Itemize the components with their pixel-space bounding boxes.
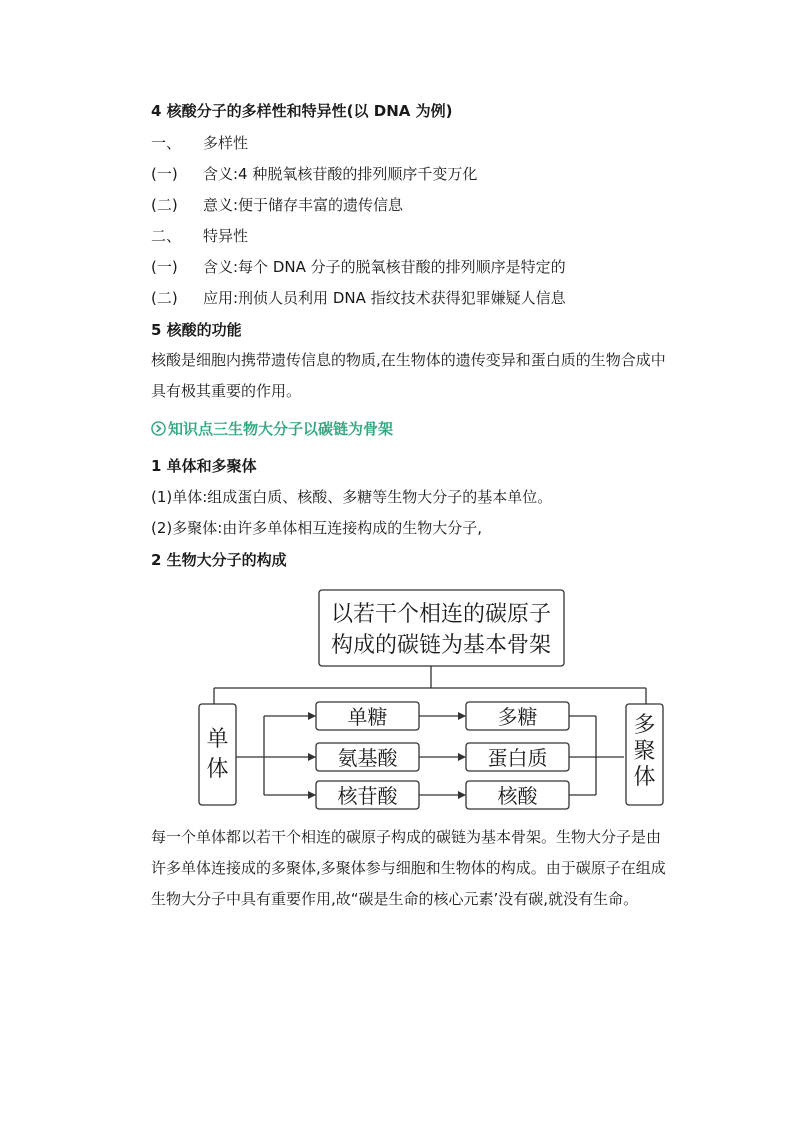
closing-paragraph-text: 每一个单体都以若干个相连的碳原子构成的碳链为基本骨架。生物大分子是由许多单体连接成的多聚体,多聚体参与细胞和生物体的构成。由于碳原子在组成生物大分子中具有重要作用,故“碳是生命的核心元素’没有碳,就没有生命。 bbox=[151, 828, 666, 908]
specificity-title: 特异性 bbox=[203, 227, 249, 245]
diversity-item-2 bbox=[151, 195, 403, 215]
section-5-body: 核酸是细胞内携带遗传信息的物质,在生物体的遗传变异和蛋白质的生物合成中具有极其重要的作用。 bbox=[151, 351, 666, 400]
diversity-item-1-text: 含义:4 种脱氧核苷酸的排列顺序千变万化 bbox=[203, 165, 478, 183]
diversity-item-1-number: (一) bbox=[151, 165, 178, 183]
polymer-label-2: 聚 bbox=[633, 739, 656, 764]
specificity-item-2-number: (二) bbox=[151, 289, 178, 307]
polymer-label-3: 体 bbox=[633, 765, 656, 790]
backbone-line-1: 以若干个相连的碳原子 bbox=[330, 602, 552, 627]
diagram-connectors bbox=[214, 666, 646, 795]
section-2-heading: 2 生物大分子的构成 bbox=[151, 551, 287, 569]
specificity-item-2-text: 应用:刑侦人员利用 DNA 指纹技术获得犯罪嫌疑人信息 bbox=[203, 289, 566, 307]
polysaccharide-label: 多糖 bbox=[497, 705, 538, 729]
specificity-heading bbox=[151, 226, 248, 246]
diversity-title: 多样性 bbox=[203, 134, 249, 152]
diversity-heading bbox=[151, 133, 248, 153]
section-4-heading: 4 核酸分子的多样性和特异性(以 DNA 为例) bbox=[151, 102, 453, 120]
amino-acid-label: 氨基酸 bbox=[337, 746, 398, 770]
specificity-number: 二、 bbox=[151, 227, 182, 245]
diversity-item-2-text: 意义:便于储存丰富的遗传信息 bbox=[203, 196, 404, 214]
section-1-heading: 1 单体和多聚体 bbox=[151, 457, 257, 475]
protein-label: 蛋白质 bbox=[487, 746, 548, 770]
section-1-item-2: (2)多聚体:由许多单体相互连接构成的生物大分子, bbox=[151, 519, 483, 537]
circle-arrow-icon bbox=[151, 421, 166, 436]
diversity-number: 一、 bbox=[151, 134, 182, 152]
biomacromolecule-diagram bbox=[194, 584, 664, 814]
section-5-heading: 5 核酸的功能 bbox=[151, 321, 242, 339]
polymer-label-1: 多 bbox=[633, 713, 656, 738]
backbone-line-2: 构成的碳链为基本骨架 bbox=[330, 633, 552, 658]
closing-paragraph bbox=[151, 822, 671, 915]
nucleotide-label: 核苷酸 bbox=[337, 784, 398, 808]
diversity-item-2-number: (二) bbox=[151, 196, 178, 214]
specificity-item-2 bbox=[151, 288, 566, 308]
monomer-label-1: 单 bbox=[206, 727, 229, 752]
knowledge-point-label: 知识点三生物大分子以碳链为骨架 bbox=[168, 420, 394, 438]
monosaccharide-label: 单糖 bbox=[347, 705, 388, 729]
knowledge-point-tag bbox=[151, 419, 393, 439]
nucleic-acid-label: 核酸 bbox=[497, 784, 538, 808]
specificity-item-1-text: 含义:每个 DNA 分子的脱氧核苷酸的排列顺序是特定的 bbox=[203, 258, 566, 276]
specificity-item-1 bbox=[151, 257, 566, 277]
monomer-box bbox=[199, 704, 236, 805]
diversity-item-1 bbox=[151, 164, 477, 184]
monomer-label-2: 体 bbox=[206, 757, 229, 782]
specificity-item-1-number: (一) bbox=[151, 258, 178, 276]
section-1-item-1: (1)单体:组成蛋白质、核酸、多糖等生物大分子的基本单位。 bbox=[151, 488, 553, 506]
